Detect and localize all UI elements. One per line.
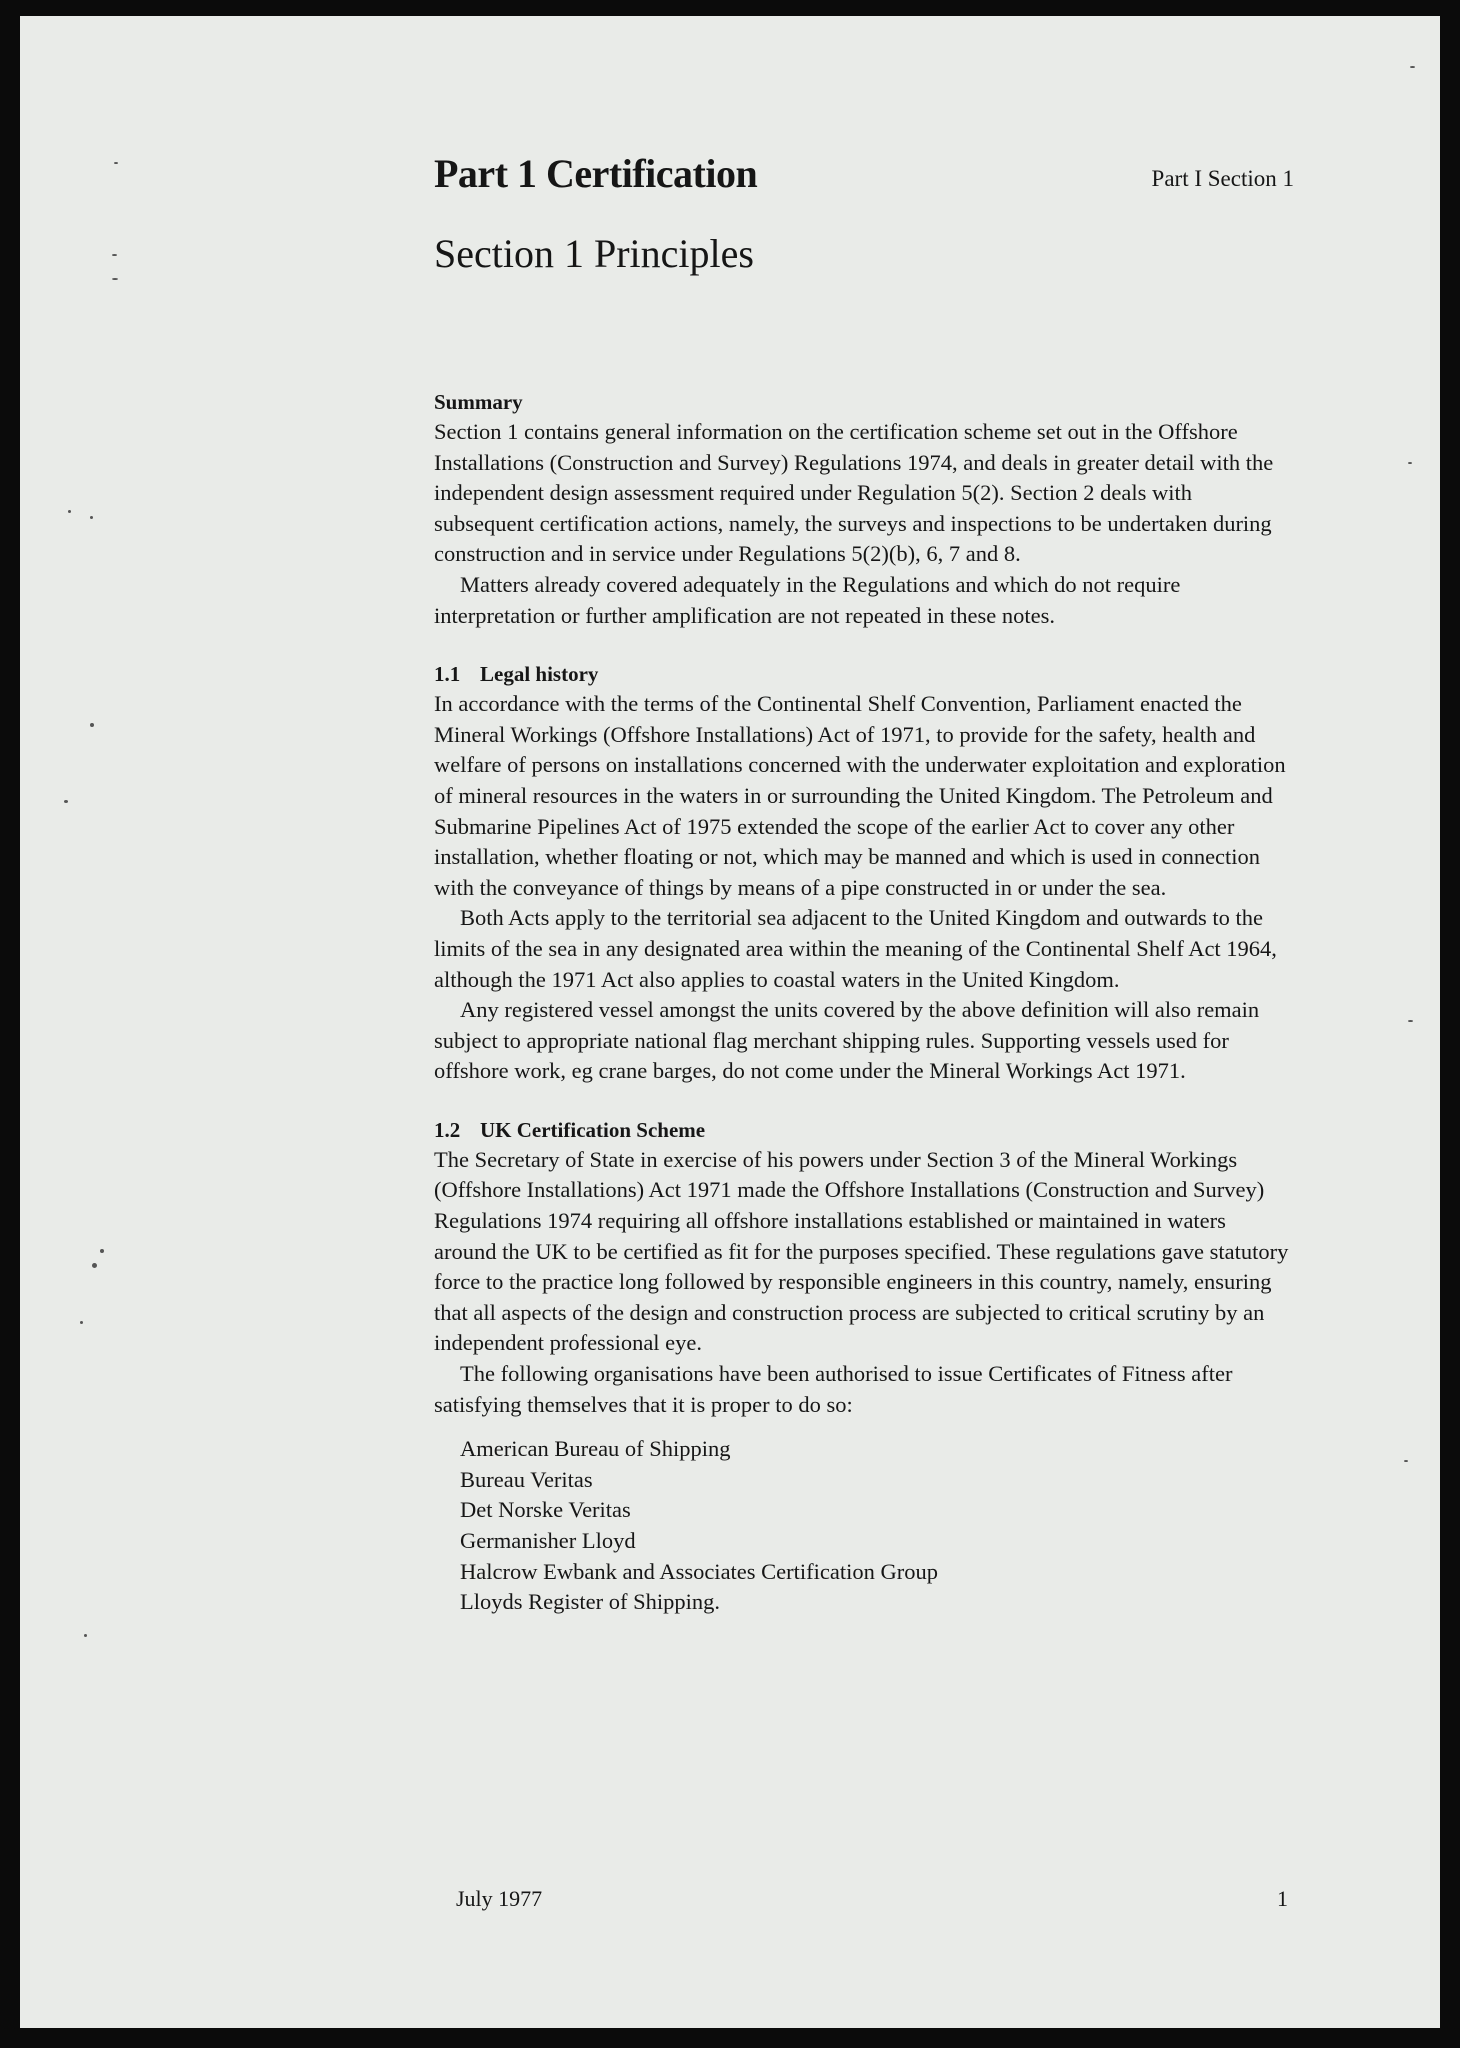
uk-scheme-paragraph: The Secretary of State in exercise of his powers under Section 3 of the Mineral Workings (Offshore Installations) Act 1971 made the Offshore Installations (Construction and Survey) Regulations 1974 requiring all offshore installations established or maintained in waters around the UK to be certified as fit for the purposes specified. These regulations gave statutory force to the practice long followed by responsible engineers in this country, namely, ensuring that all aspects of the design and construction process are subjected to critical scrutiny by an independent professional eye.	[434, 1146, 1289, 1356]
part-title: Part 1 Certification	[434, 151, 758, 196]
organisation-item: American Bureau of Shipping	[460, 1436, 731, 1462]
legal-history-heading	[434, 659, 1294, 689]
organisation-item: Halcrow Ewbank and Associates Certification Group	[460, 1558, 938, 1584]
legal-history-title: Legal history	[480, 662, 599, 687]
running-head: Part I Section 1	[1151, 166, 1294, 191]
section-title: Section 1 Principles	[434, 231, 754, 276]
legal-history-paragraph: Both Acts apply to the territorial sea adjacent to the United Kingdom and outwards to the limits of the sea in any designated area within the meaning of the Continental Shelf Act 1964, although the 1971 Act also applies to coastal waters in the United Kingdom.	[434, 905, 1277, 992]
organisation-item: Lloyds Register of Shipping.	[460, 1589, 720, 1615]
page-number: 1	[1277, 1886, 1288, 1911]
legal-history-paragraph: In accordance with the terms of the Continental Shelf Convention, Parliament enacted the Mineral Workings (Offshore Installations) Act of 1971, to provide for the safety, health and welfare of persons on installations concerned with the underwater exploitation and exploration of mineral resources in the waters in or surrounding the United Kingdom. The Petroleum and Submarine Pipelines Act of 1975 extended the scope of the earlier Act to cover any other installation, whether floating or not, which may be manned and which is used in connection with the conveyance of things by means of a pipe constructed in or under the sea.	[434, 691, 1286, 900]
uk-scheme-title: UK Certification Scheme	[480, 1117, 706, 1142]
summary-paragraph: Matters already covered adequately in the Regulations and which do not require interpretation or further amplification are not repeated in these notes.	[434, 571, 1181, 628]
organisation-item: Det Norske Veritas	[460, 1497, 631, 1523]
organisation-item: Germanisher Lloyd	[460, 1528, 636, 1553]
footer-date: July 1977	[456, 1886, 543, 1911]
document-body	[434, 150, 1294, 1618]
part-header	[434, 150, 1294, 208]
organisation-list	[460, 1434, 1294, 1618]
summary-heading: Summary	[434, 390, 523, 414]
legal-history-paragraph: Any registered vessel amongst the units covered by the above definition will also remain subject to appropriate national flag merchant shipping rules. Supporting vessels used for offshore work, eg crane barges, do not come under the Mineral Workings Act 1971.	[434, 997, 1260, 1084]
uk-scheme-number: 1.2	[434, 1117, 461, 1142]
legal-history-number: 1.1	[434, 662, 461, 687]
summary-paragraph: Section 1 contains general information on the certification scheme set out in the Offshore Installations (Construction and Survey) Regulations 1974, and deals in greater detail with the independent design assessment required under Regulation 5(2). Section 2 deals with subsequent certification actions, namely, the surveys and inspections to be undertaken during construction and in service under Regulations 5(2)(b), 6, 7 and 8.	[434, 419, 1274, 567]
uk-scheme-paragraph: The following organisations have been authorised to issue Certificates of Fitness after satisfying themselves that it is proper to do so:	[434, 1361, 1233, 1417]
organisation-item: Bureau Veritas	[460, 1466, 593, 1492]
uk-scheme-heading	[434, 1115, 1294, 1145]
